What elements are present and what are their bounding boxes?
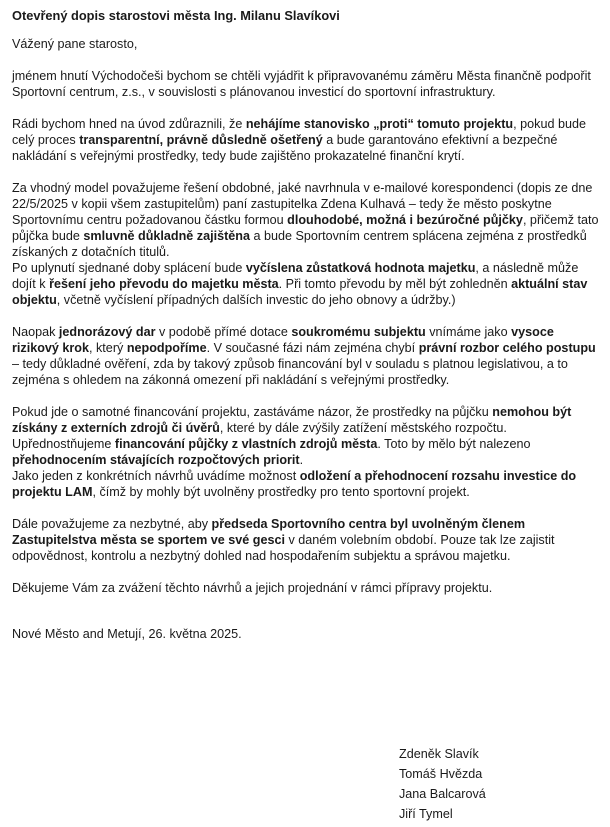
- text-span: vnímáme jako: [425, 325, 512, 339]
- signatory-name: Jiří Tymel: [399, 807, 453, 821]
- emphasis: právní rozbor celého postupu: [418, 341, 596, 355]
- emphasis: financování půjčky z vlastních zdrojů města: [114, 437, 378, 451]
- emphasis: přehodnocením stávajících rozpočtových priorit: [12, 453, 300, 467]
- emphasis: řešení jeho převodu do majetku města: [49, 277, 279, 291]
- salutation: Vážený pane starosto,: [12, 37, 138, 51]
- text-span: a bude Sportovním centrem splácena zejména z prostředků získaných z dotačních titulů.: [12, 229, 587, 259]
- text-span: Upřednostňujeme: [12, 437, 115, 451]
- emphasis: jednorázový dar: [58, 325, 156, 339]
- text-span: v daném volebním období. Pouze tak lze zajistit odpovědnost, kontrolu a nezbytný dohled nad hospodařením subjektu a správou majetku.: [12, 533, 555, 563]
- emphasis: aktuální stav objektu: [12, 277, 588, 307]
- text-span: . V současné fázi nám zejména chybí: [206, 341, 419, 355]
- emphasis: nepodpoříme: [126, 341, 207, 355]
- emphasis: soukromému subjektu: [291, 325, 426, 339]
- emphasis: nehájíme stanovisko „proti“ tomuto projektu: [245, 117, 514, 131]
- emphasis: transparentní, právně důsledně ošetřený: [79, 133, 323, 147]
- text-span: , pokud bude celý proces: [12, 117, 586, 147]
- text-span: . Toto by mělo být nalezeno: [377, 437, 531, 451]
- text-span: , včetně vyčíslení případných dalších investic do jeho obnovy a údržby.): [56, 293, 456, 307]
- text-span: Za vhodný model považujeme řešení obdobné, jaké navrhnula v e-mailové korespondenci (dopis ze dne 22/5/2025 v kopii všem zastupitelům) paní zastupitelka Zdena Kulhavá – tedy že město poskytne Sportovnímu centru požadovanou částku formou: [12, 181, 593, 227]
- place-date: Nové Město and Metují, 26. května 2025.: [12, 627, 242, 641]
- text-span: . Při tomto převodu by měl být zohledněn: [278, 277, 512, 291]
- paragraph-chairman: [12, 516, 600, 564]
- signatory-name: Zdeněk Slavík: [399, 747, 479, 761]
- text-span: , přičemž tato půjčka bude: [12, 213, 599, 243]
- paragraph-thanks: Děkujeme Vám za zvážení těchto návrhů a jejich projednání v rámci přípravy projektu.: [12, 581, 493, 595]
- text-span: Po uplynutí sjednané doby splácení bude: [12, 261, 246, 275]
- text-span: Rádi bychom hned na úvod zdůraznili, že: [12, 117, 246, 131]
- text-span: , který: [89, 341, 127, 355]
- signature-block: [399, 744, 486, 824]
- text-span: Dále považujeme za nezbytné, aby: [12, 517, 212, 531]
- emphasis: odložení a přehodnocení rozsahu investice do projektu LAM: [12, 469, 577, 499]
- paragraph-position: [12, 116, 600, 164]
- signatory-name: Jana Balcarová: [399, 787, 486, 801]
- emphasis: nemohou být získány z externích zdrojů či úvěrů: [12, 405, 572, 435]
- letter-title: Otevřený dopis starostovi města Ing. Milanu Slavíkovi: [12, 8, 340, 23]
- emphasis: dlouhodobé, možná i bezúročné půjčky: [287, 213, 523, 227]
- emphasis: vysoce rizikový krok: [12, 325, 554, 355]
- signatory-name: Tomáš Hvězda: [399, 767, 483, 781]
- paragraph-loan-transfer: [12, 260, 600, 308]
- paragraph-loan-model: [12, 180, 600, 260]
- text-span: a bude garantováno efektivní a bezpečné nakládání s veřejnými prostředky, tedy bude zajištěno prokazatelné finanční krytí.: [12, 133, 558, 163]
- text-span: , a následně může dojít k: [12, 261, 579, 291]
- text-span: , které by dále zvýšily zatížení městského rozpočtu.: [219, 421, 507, 435]
- text-span: v podobě přímé dotace: [155, 325, 292, 339]
- text-span: Pokud jde o samotné financování projektu, zastáváme názor, že prostředky na půjčku: [12, 405, 493, 419]
- text-span: , čímž by mohly být uvolněny prostředky pro tento sportovní projekt.: [92, 485, 470, 499]
- emphasis: vyčíslena zůstatková hodnota majetku: [245, 261, 476, 275]
- emphasis: předseda Sportovního centra byl uvolněným členem Zastupitelstva města se sportem ve své gesci: [12, 517, 526, 547]
- text-span: – tedy důkladné ověření, zda by takový způsob financování byl v souladu s platnou legislativou, a to zejména s ohledem na zákonná omezení při nakládání s veřejnými prostředky.: [12, 357, 568, 387]
- text-span: Naopak: [12, 325, 59, 339]
- paragraph-lam-proposal: [12, 468, 600, 500]
- paragraph-gift-risk: [12, 324, 600, 388]
- paragraph-intro: jménem hnutí Východočeši bychom se chtěli vyjádřit k připravovanému záměru Města finančně podpořit Sportovní centrum, z.s., v souvislosti s plánovanou investicí do sportovní infrastruktury.: [12, 69, 591, 99]
- emphasis: smluvně důkladně zajištěna: [83, 229, 250, 243]
- paragraph-own-sources: [12, 436, 600, 468]
- text-span: .: [299, 453, 304, 467]
- text-span: Jako jeden z konkrétních návrhů uvádíme možnost: [12, 469, 300, 483]
- paragraph-financing: [12, 404, 600, 436]
